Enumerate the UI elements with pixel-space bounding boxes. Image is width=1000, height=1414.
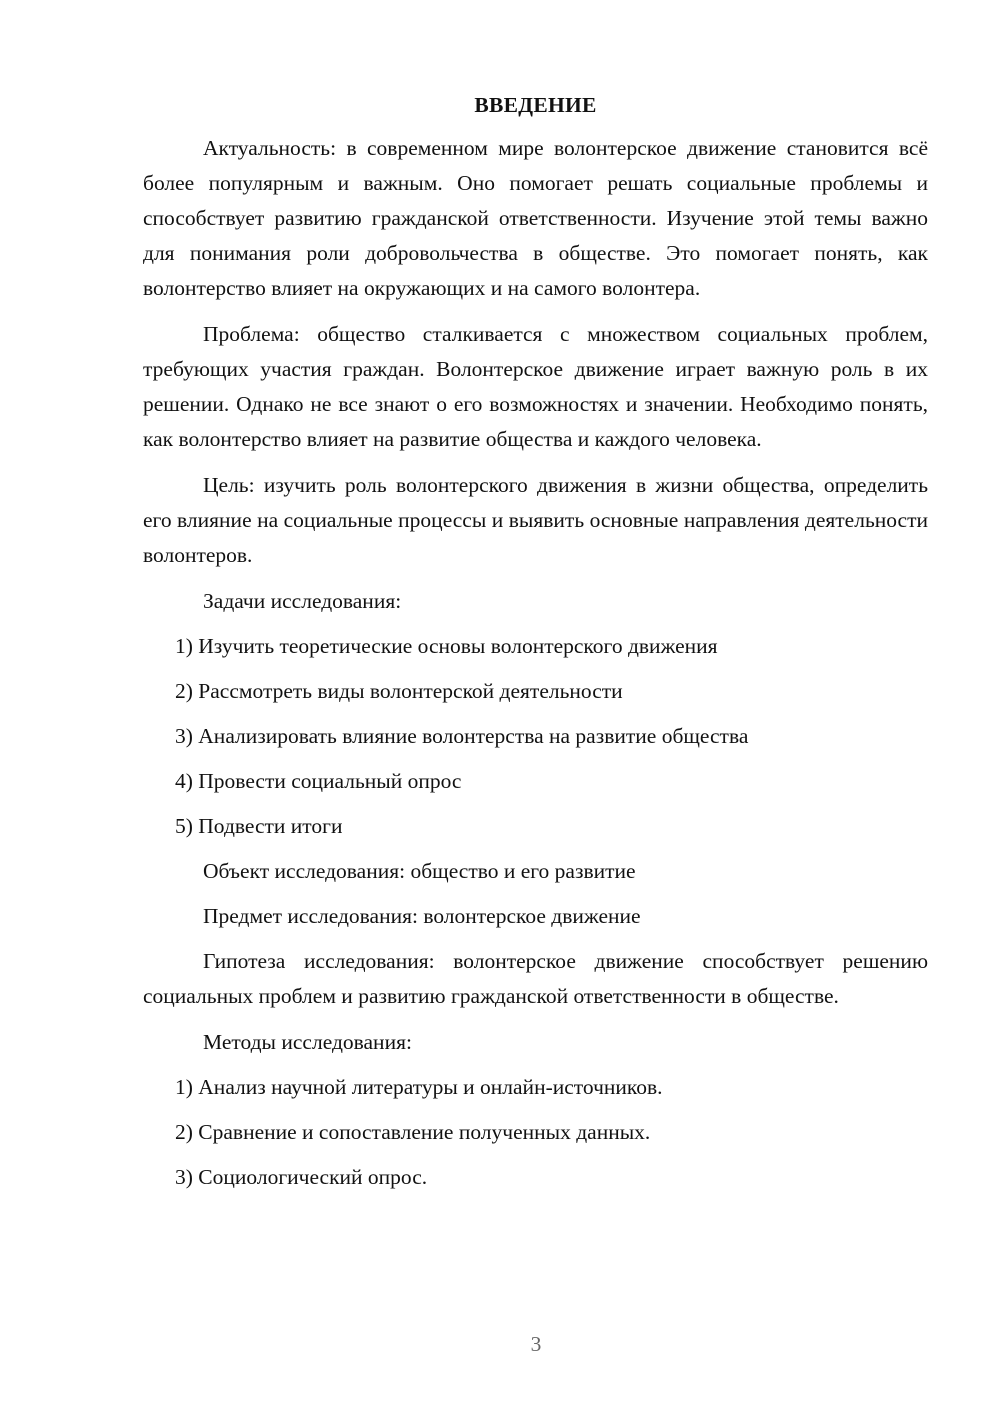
research-object: Объект исследования: общество и его развитие	[203, 859, 636, 883]
method-item-2: 2) Сравнение и сопоставление полученных данных.	[175, 1120, 651, 1144]
goal-paragraph: Цель: изучить роль волонтерского движения в жизни общества, определить его влияние на социальные процессы и выявить основные направления деятельности волонтеров.	[143, 473, 928, 567]
hypothesis-paragraph: Гипотеза исследования: волонтерское движение способствует решению социальных проблем и развитию гражданской ответственности в обществе.	[143, 949, 928, 1008]
tasks-heading: Задачи исследования:	[203, 589, 402, 613]
problem-paragraph: Проблема: общество сталкивается с множеством социальных проблем, требующих участия граждан. Волонтерское движение играет важную роль в их решении. Однако не все знают о его возможностях и значении. Необходимо понять, как волонтерство влияет на развитие общества и каждого человека.	[143, 322, 928, 451]
document-page	[143, 88, 928, 1205]
page-number: 3	[530, 1332, 542, 1356]
method-item-1: 1) Анализ научной литературы и онлайн-источников.	[175, 1075, 663, 1099]
methods-heading: Методы исследования:	[203, 1030, 412, 1054]
task-item-3: 3) Анализировать влияние волонтерства на развитие общества	[175, 724, 749, 748]
task-item-1: 1) Изучить теоретические основы волонтерского движения	[175, 634, 718, 658]
task-item-2: 2) Рассмотреть виды волонтерской деятельности	[175, 679, 623, 703]
page-title: ВВЕДЕНИЕ	[474, 93, 597, 117]
research-subject: Предмет исследования: волонтерское движение	[203, 904, 641, 928]
task-item-4: 4) Провести социальный опрос	[175, 769, 462, 793]
task-item-5: 5) Подвести итоги	[175, 814, 343, 838]
method-item-3: 3) Социологический опрос.	[175, 1165, 428, 1189]
relevance-paragraph: Актуальность: в современном мире волонтерское движение становится всё более популярным и важным. Оно помогает решать социальные проблемы и способствует развитию гражданской ответственности. Изучение этой темы важно для понимания роли добровольчества в обществе. Это помогает понять, как волонтерство влияет на окружающих и на самого волонтера.	[143, 136, 928, 300]
